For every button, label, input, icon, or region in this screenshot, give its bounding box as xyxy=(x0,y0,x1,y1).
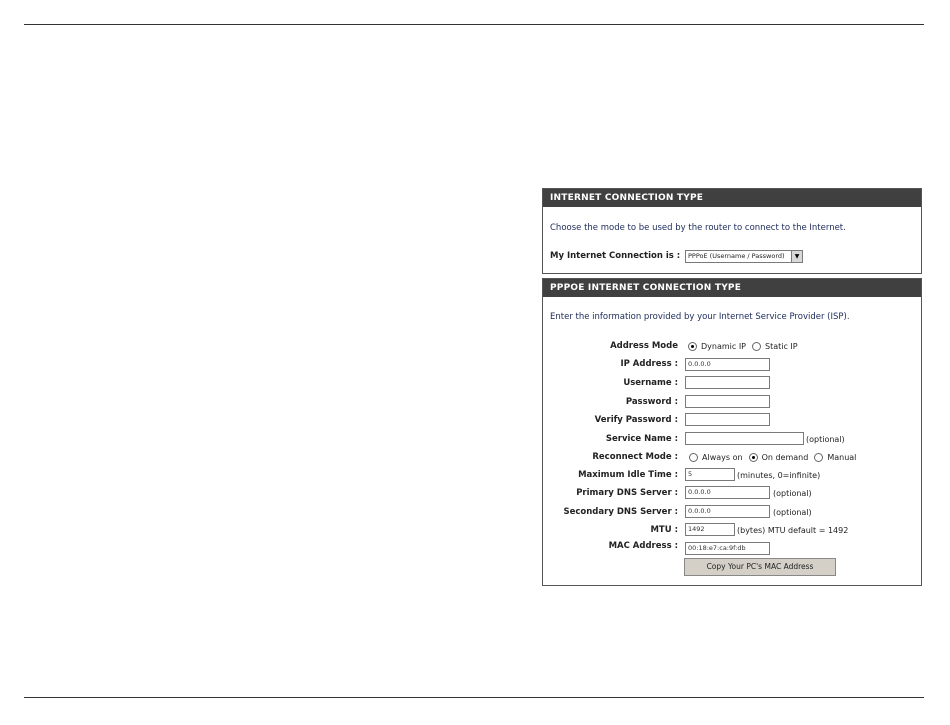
username-input[interactable] xyxy=(685,376,770,389)
service-name-input[interactable] xyxy=(685,432,804,445)
mtu-label: MTU : xyxy=(650,525,678,535)
reconnect-mode-group xyxy=(689,453,856,462)
static-ip-radio[interactable] xyxy=(752,342,761,351)
ip-address-input[interactable]: 0.0.0.0 xyxy=(685,358,770,371)
panel-description: Enter the information provided by your Internet Service Provider (ISP). xyxy=(550,312,850,322)
primary-dns-input[interactable]: 0.0.0.0 xyxy=(685,486,770,499)
password-label: Password : xyxy=(625,397,678,407)
internet-connection-type-panel xyxy=(542,188,922,274)
dynamic-ip-radio[interactable] xyxy=(688,342,697,351)
secondary-dns-note: (optional) xyxy=(773,508,812,517)
verify-password-label: Verify Password : xyxy=(594,415,678,425)
static-ip-label: Static IP xyxy=(765,342,798,351)
on-demand-label: On demand xyxy=(761,453,809,462)
max-idle-time-label: Maximum Idle Time : xyxy=(578,470,678,480)
address-mode-group xyxy=(688,342,798,351)
max-idle-time-note: (minutes, 0=infinite) xyxy=(737,471,821,480)
dynamic-ip-label: Dynamic IP xyxy=(701,342,747,351)
connection-type-label: My Internet Connection is : xyxy=(550,251,681,261)
mtu-input[interactable]: 1492 xyxy=(685,523,735,536)
panel-header: PPPOE INTERNET CONNECTION TYPE xyxy=(543,279,921,297)
manual-radio[interactable] xyxy=(814,453,823,462)
max-idle-time-input[interactable]: 5 xyxy=(685,468,735,481)
on-demand-radio[interactable] xyxy=(749,453,758,462)
username-label: Username : xyxy=(623,378,678,388)
reconnect-mode-label: Reconnect Mode : xyxy=(592,452,678,462)
chevron-down-icon[interactable]: ▼ xyxy=(791,251,802,262)
secondary-dns-input[interactable]: 0.0.0.0 xyxy=(685,505,770,518)
ip-address-label: IP Address : xyxy=(620,359,678,369)
copy-mac-address-button[interactable]: Copy Your PC's MAC Address xyxy=(684,558,836,576)
panel-header: INTERNET CONNECTION TYPE xyxy=(543,189,921,207)
secondary-dns-label: Secondary DNS Server : xyxy=(563,507,678,517)
connection-type-value: PPPoE (Username / Password) xyxy=(688,252,785,260)
primary-dns-label: Primary DNS Server : xyxy=(576,488,678,498)
mac-address-input[interactable]: 00:18:e7:ca:9f:db xyxy=(685,542,770,555)
primary-dns-note: (optional) xyxy=(773,489,812,498)
verify-password-input[interactable] xyxy=(685,413,770,426)
bottom-divider xyxy=(24,697,924,698)
top-divider xyxy=(24,24,924,25)
always-on-radio[interactable] xyxy=(689,453,698,462)
panel-description: Choose the mode to be used by the router to connect to the Internet. xyxy=(550,223,846,233)
service-name-label: Service Name : xyxy=(605,434,678,444)
service-name-note: (optional) xyxy=(806,435,845,444)
mac-address-label: MAC Address : xyxy=(608,541,678,551)
manual-label: Manual xyxy=(827,453,857,462)
password-input[interactable] xyxy=(685,395,770,408)
address-mode-label: Address Mode xyxy=(610,341,678,351)
pppoe-connection-panel xyxy=(542,278,922,586)
mtu-note: (bytes) MTU default = 1492 xyxy=(737,526,849,535)
connection-type-select[interactable] xyxy=(685,250,803,263)
always-on-label: Always on xyxy=(702,453,743,462)
